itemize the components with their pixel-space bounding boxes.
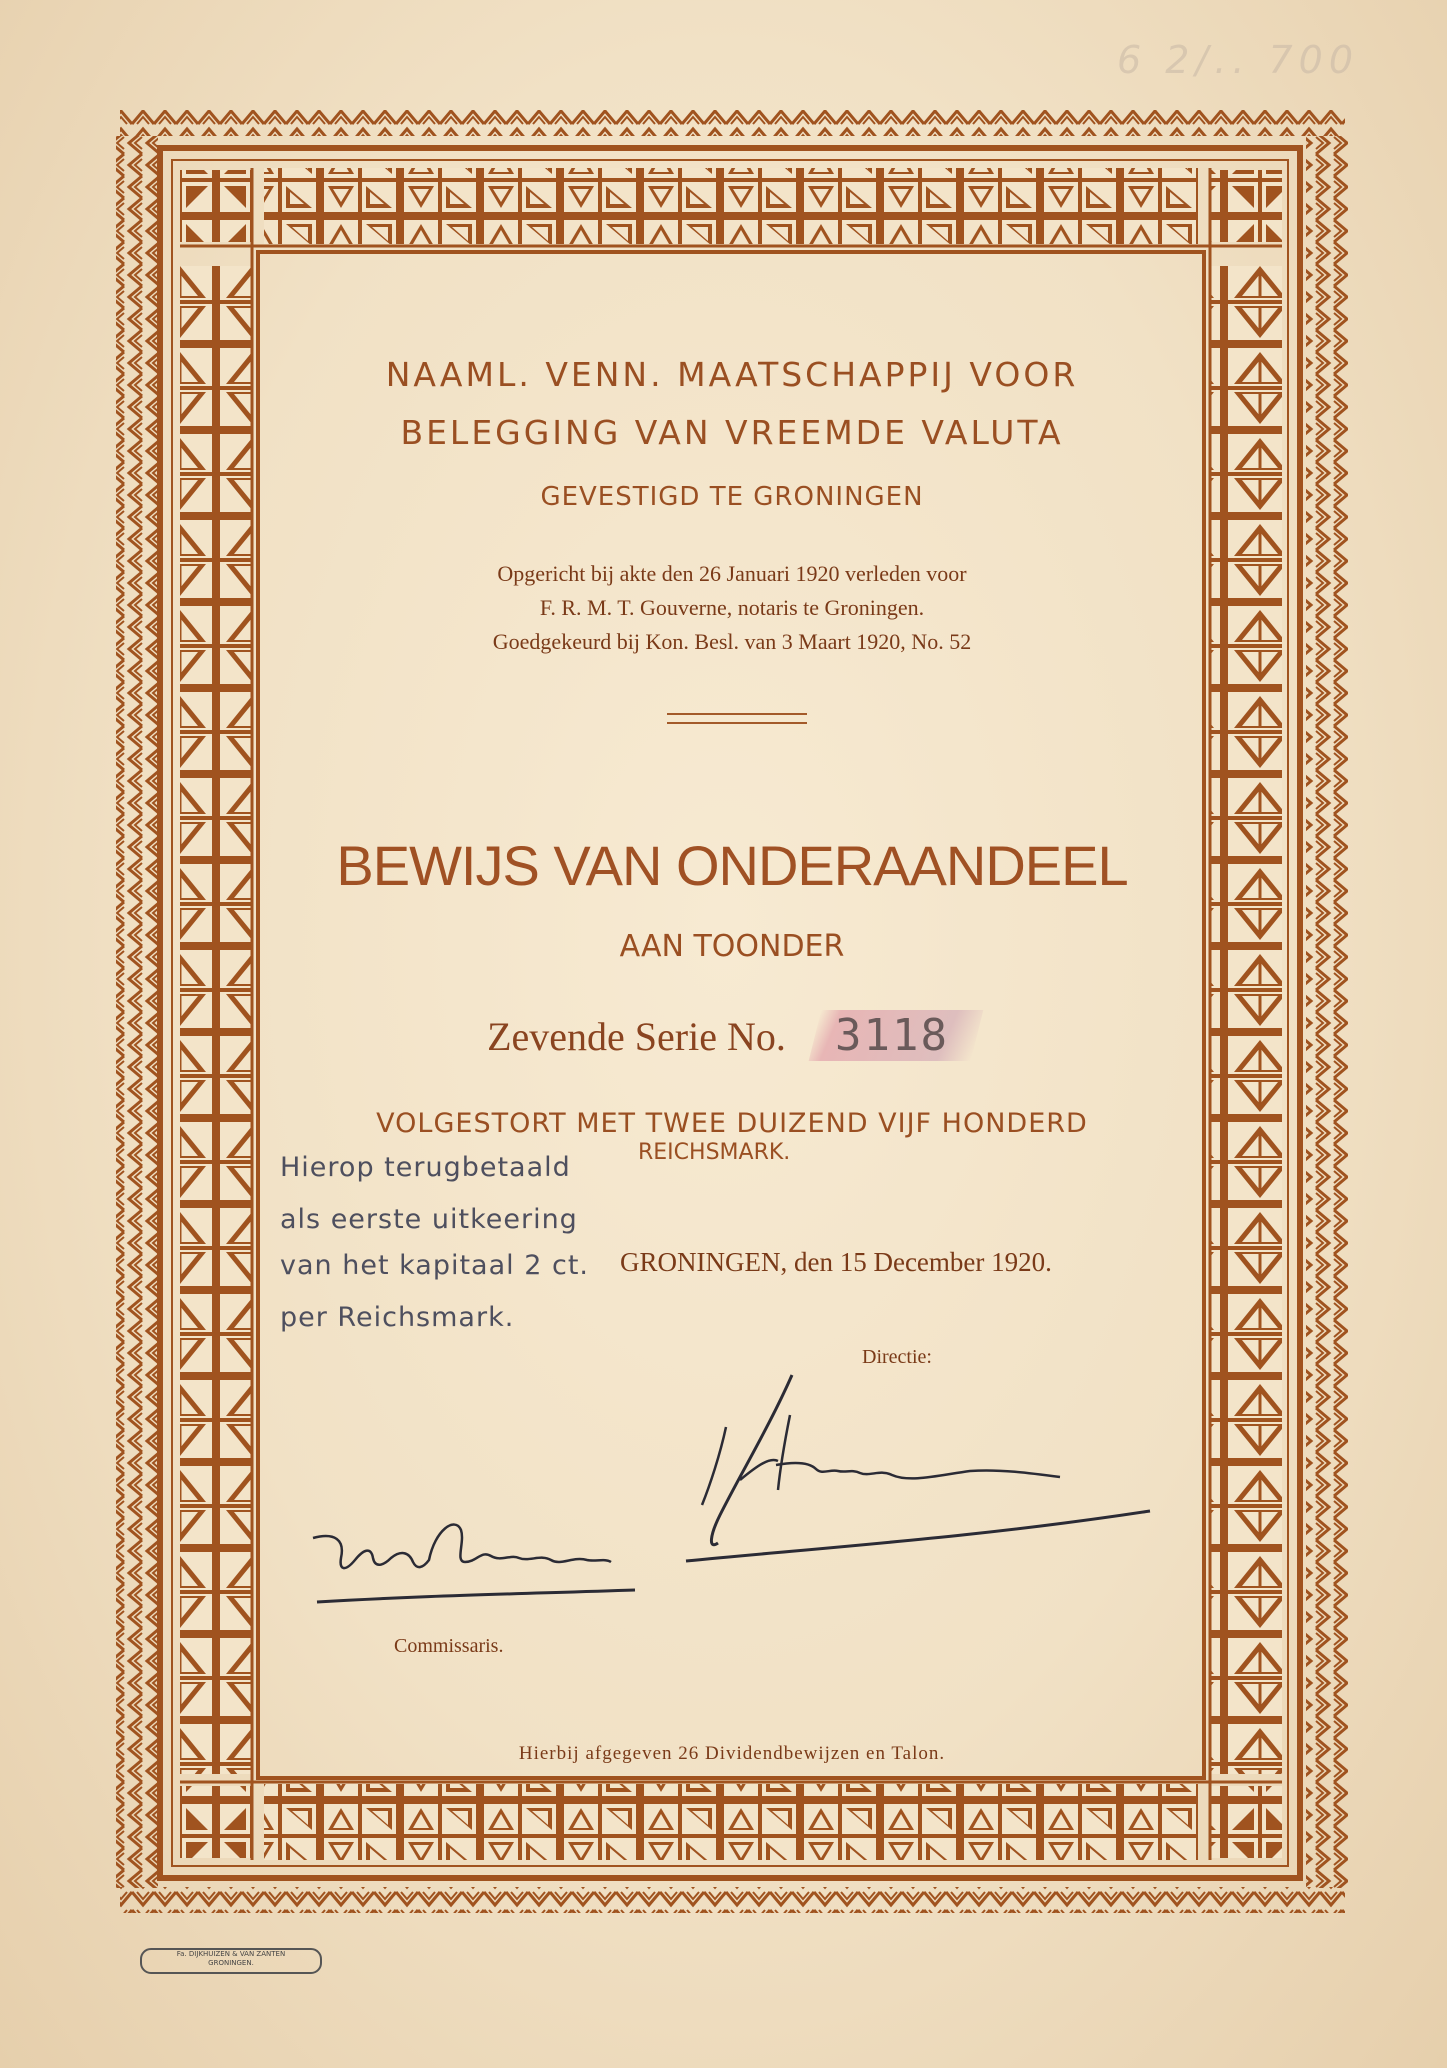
repayment-stamp-line3: van het kapitaal 2 ct. — [280, 1250, 589, 1281]
printer-mark — [140, 1948, 322, 1974]
commissaris-label: Commissaris. — [394, 1635, 504, 1657]
serial-number-box — [809, 1010, 984, 1061]
director-signature — [680, 1365, 1160, 1575]
founding-line-1: Opgericht bij akte den 26 Januari 1920 verleden voor — [497, 561, 967, 586]
company-seat: GEVESTIGD TE GRONINGEN — [540, 482, 924, 512]
pencil-note: 6 2/.. 700 — [1117, 38, 1360, 82]
commissioner-signature — [305, 1510, 645, 1610]
repayment-stamp-line2: als eerste uitkeering — [280, 1204, 578, 1235]
directie-label: Directie: — [862, 1346, 932, 1368]
place-and-date: GRONINGEN, den 15 December 1920. — [620, 1247, 1052, 1277]
bearer-label: AAN TOONDER — [619, 929, 845, 964]
divider-rule — [667, 713, 807, 724]
founding-line-2: F. R. M. T. Gouverne, notaris te Groningen. — [539, 595, 925, 620]
repayment-stamp-line1: Hierop terugbetaald — [280, 1152, 571, 1183]
coupons-note: Hierbij afgegeven 26 Dividendbewijzen en Talon. — [518, 1743, 946, 1764]
company-name-line2: BELEGGING VAN VREEMDE VALUTA — [400, 413, 1064, 452]
printer-name: Fa. DIJKHUIZEN & VAN ZANTEN — [176, 1950, 286, 1958]
serie-label: Zevende Serie No. — [487, 1014, 786, 1059]
serie-line — [262, 1010, 1202, 1061]
certificate-title: BEWIJS VAN ONDERAANDEEL — [336, 834, 1128, 897]
company-name-line1: NAAML. VENN. MAATSCHAPPIJ VOOR — [385, 355, 1079, 394]
paid-amount: VOLGESTORT MET TWEE DUIZEND VIJF HONDERD — [376, 1108, 1088, 1139]
founding-line-3: Goedgekeurd bij Kon. Besl. van 3 Maart 1920, No. 52 — [492, 629, 972, 654]
serial-number: 3118 — [834, 1010, 949, 1061]
printer-city: GRONINGEN. — [208, 1959, 254, 1967]
currency-label: REICHSMARK. — [638, 1140, 791, 1165]
repayment-stamp-line4: per Reichsmark. — [280, 1302, 515, 1333]
